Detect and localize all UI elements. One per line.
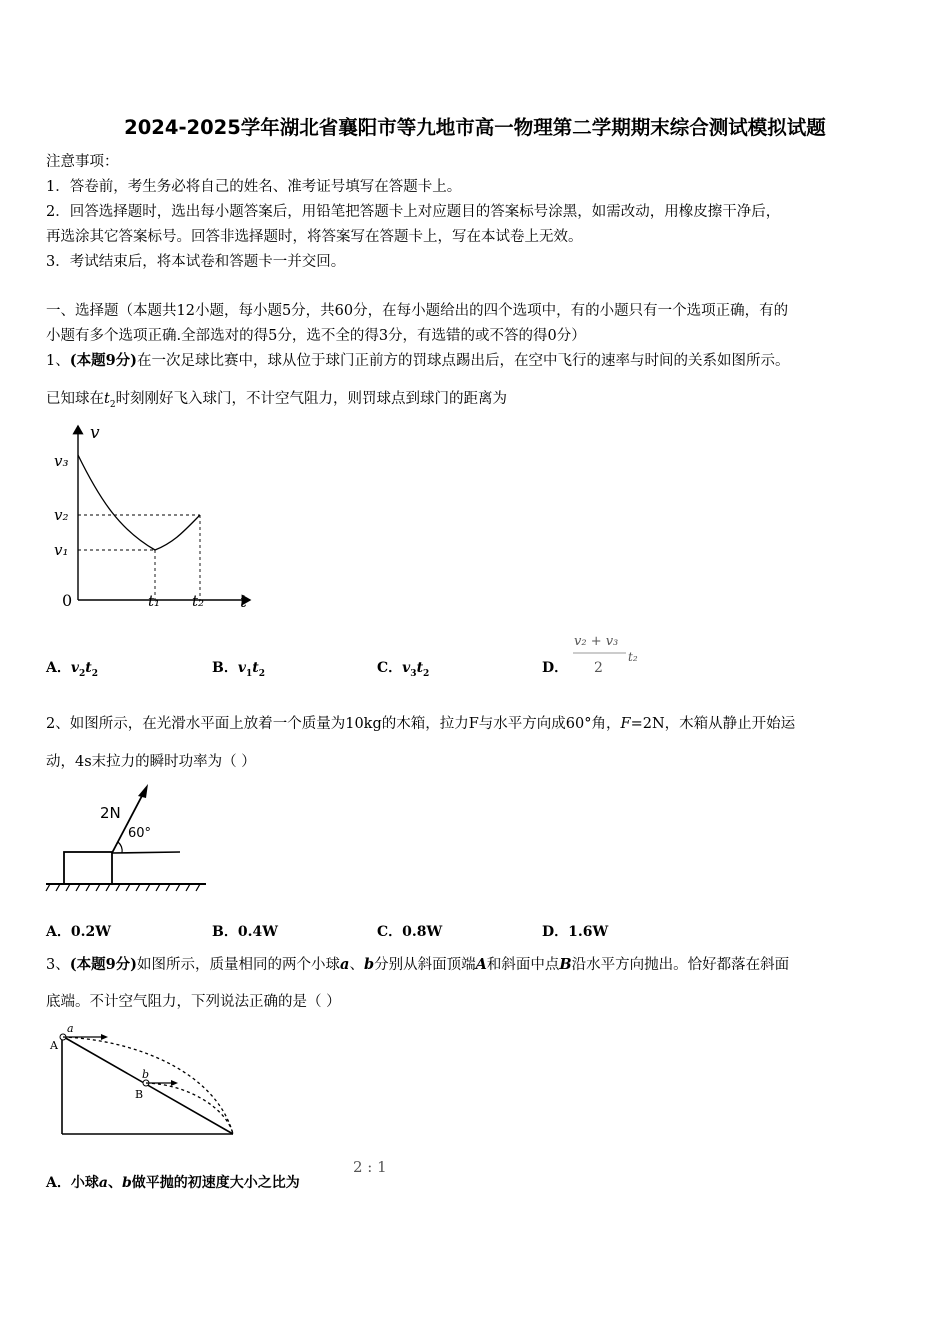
label-point-a: A [50,1039,58,1052]
q1-option-b-label: B． [212,660,238,676]
q3-option-a-ball-b: b [121,1175,132,1191]
q3-ball-b: b [363,956,375,973]
q2-option-c[interactable]: C．0.8W [377,924,443,940]
force-arrow-line [112,792,144,853]
q1-option-b[interactable] [212,657,265,679]
q1-number: 1、 [46,353,70,369]
q1-option-a[interactable] [46,657,98,679]
q1-stem-line2 [46,389,507,415]
q1-score: (本题9分) [69,352,138,369]
notice-item-2-cont: 再选涂其它答案标号。回答非选择题时，将答案写在答题卡上，写在本试卷上无效。 [46,229,583,245]
label-point-b: B [135,1088,144,1101]
q2-option-a[interactable]: A．0.2W [46,924,111,940]
q2-stem-line2: 动，4s末拉力的瞬时功率为（ ） [46,754,256,770]
q3-number: 3、 [46,957,70,973]
fraction-denominator: 2 [594,660,603,676]
q3-text-a: 如图所示，质量相同的两个小球 [137,957,341,973]
force-label: 2N [100,804,121,822]
q1-option-a-vsub: 2 [79,668,86,679]
q1-option-c-t: t [416,660,424,676]
force-arrow-head [138,784,148,798]
q1-option-a-t: t [85,660,92,676]
q2-text-1: 2、如图所示，在光滑水平面上放着一个质量为10kg的木箱，拉力F与水平方向成60°角， [46,716,621,732]
q1-t-sub: 2 [109,399,116,410]
q3-sep: 、 [349,957,364,973]
angle-label: 60° [128,826,152,841]
velocity-arrowhead-b [171,1080,178,1086]
q1-option-b-vsub: 1 [245,668,253,679]
q2-box-force-figure [44,782,214,894]
t1-label: t₁ [148,592,161,610]
v2-label: v₂ [54,506,69,524]
v-axis-label: v [90,423,100,443]
q1-option-d-fraction [568,628,648,678]
q1-option-c-tsub: 2 [423,668,430,679]
q1-option-c[interactable] [377,657,429,679]
section-header-line1: 一、选择题（本题共12小题，每小题5分，共60分，在每小题给出的四个选项中，有的小题只有一个选项正确，有的 [46,303,789,319]
q1-option-b-tsub: 2 [258,668,265,679]
q1-velocity-graph [50,420,260,615]
q3-score: (本题9分) [69,956,138,973]
wooden-box [64,852,112,884]
q3-text-c: 和斜面中点 [486,957,560,973]
q1-text-2b: 时刻刚好飞入球门，不计空气阻力，则罚球点到球门的距离为 [115,391,508,407]
q3-stem-line2: 底端。不计空气阻力，下列说法正确的是（ ） [46,994,341,1010]
notice-item-1: 1．答卷前，考生务必将自己的姓名、准考证号填写在答题卡上。 [46,179,462,195]
page-title: 2024-2025学年湖北省襄阳市等九地市高一物理第二学期期末综合测试模拟试题 [124,116,826,139]
q1-option-a-label: A． [46,660,71,676]
q2-text-1-end: =2N，木箱从静止开始运 [630,716,796,732]
q2-f-symbol: F [620,716,631,732]
q3-option-a[interactable] [46,1172,300,1192]
fraction-numerator: v₂ + v₃ [574,634,619,649]
q2-option-d[interactable]: D．1.6W [542,924,609,940]
q1-stem-line1 [46,351,790,371]
q3-option-a-ratio: 2 : 1 [353,1158,387,1176]
q1-text-2a: 已知球在 [46,391,104,407]
q3-text-b: 分别从斜面顶端 [374,957,476,973]
velocity-curve [78,455,200,550]
q1-option-c-vsub: 3 [410,668,417,679]
section-header-line2: 小题有多个选项正确.全部选对的得5分，选不全的得3分，有选错的或不答的得0分） [46,328,586,344]
ground-hatch [46,884,200,891]
q1-t-symbol: t [104,391,110,407]
notice-item-2: 2．回答选择题时，选出每小题答案后，用铅笔把答题卡上对应题目的答案标号涂黑，如需改动，用橡皮擦干净后， [46,204,781,220]
t2-label: t₂ [192,592,205,610]
q3-text-d: 沿水平方向抛出。恰好都落在斜面 [571,957,790,973]
q3-option-a-text-1: A．小球 [46,1175,99,1191]
q1-option-d-label: D． [542,660,569,676]
q3-ball-a: a [340,956,350,973]
notice-heading: 注意事项： [46,154,119,170]
velocity-arrowhead-a [101,1034,108,1040]
q1-option-c-v: v [402,660,411,676]
q1-option-a-tsub: 2 [91,668,99,679]
q3-option-a-text-2: 做平抛的初速度大小之比为 [131,1175,300,1191]
q1-option-a-v: v [70,660,80,676]
notice-item-3: 3．考试结束后，将本试卷和答题卡一并交回。 [46,254,346,270]
q3-stem-line1 [46,955,789,975]
q2-option-b[interactable]: B．0.4W [212,924,278,940]
q2-stem-line1 [46,714,795,734]
label-ball-a: a [67,1022,74,1035]
v1-label: v₁ [54,541,69,559]
q3-point-a: A [475,956,487,973]
q3-point-b: B [559,956,572,973]
q3-option-a-sep: 、 [107,1175,122,1191]
fraction-t2: t₂ [628,650,638,664]
angle-arc [118,842,122,853]
label-ball-b: b [142,1068,150,1081]
origin-label: 0 [62,591,73,610]
q1-option-b-t: t [252,660,259,676]
t-axis-label: t [240,592,247,612]
q3-incline-figure [46,1022,246,1142]
q1-text: 在一次足球比赛中，球从位于球门正前方的罚球点踢出后，在空中飞行的速率与时间的关系如图所示。 [137,353,790,369]
q1-option-c-label: C． [377,660,403,676]
q1-option-d[interactable] [542,657,568,677]
q1-option-b-v: v [237,660,246,676]
v3-label: v₃ [54,452,69,470]
q3-option-a-ball-a: a [98,1175,108,1191]
